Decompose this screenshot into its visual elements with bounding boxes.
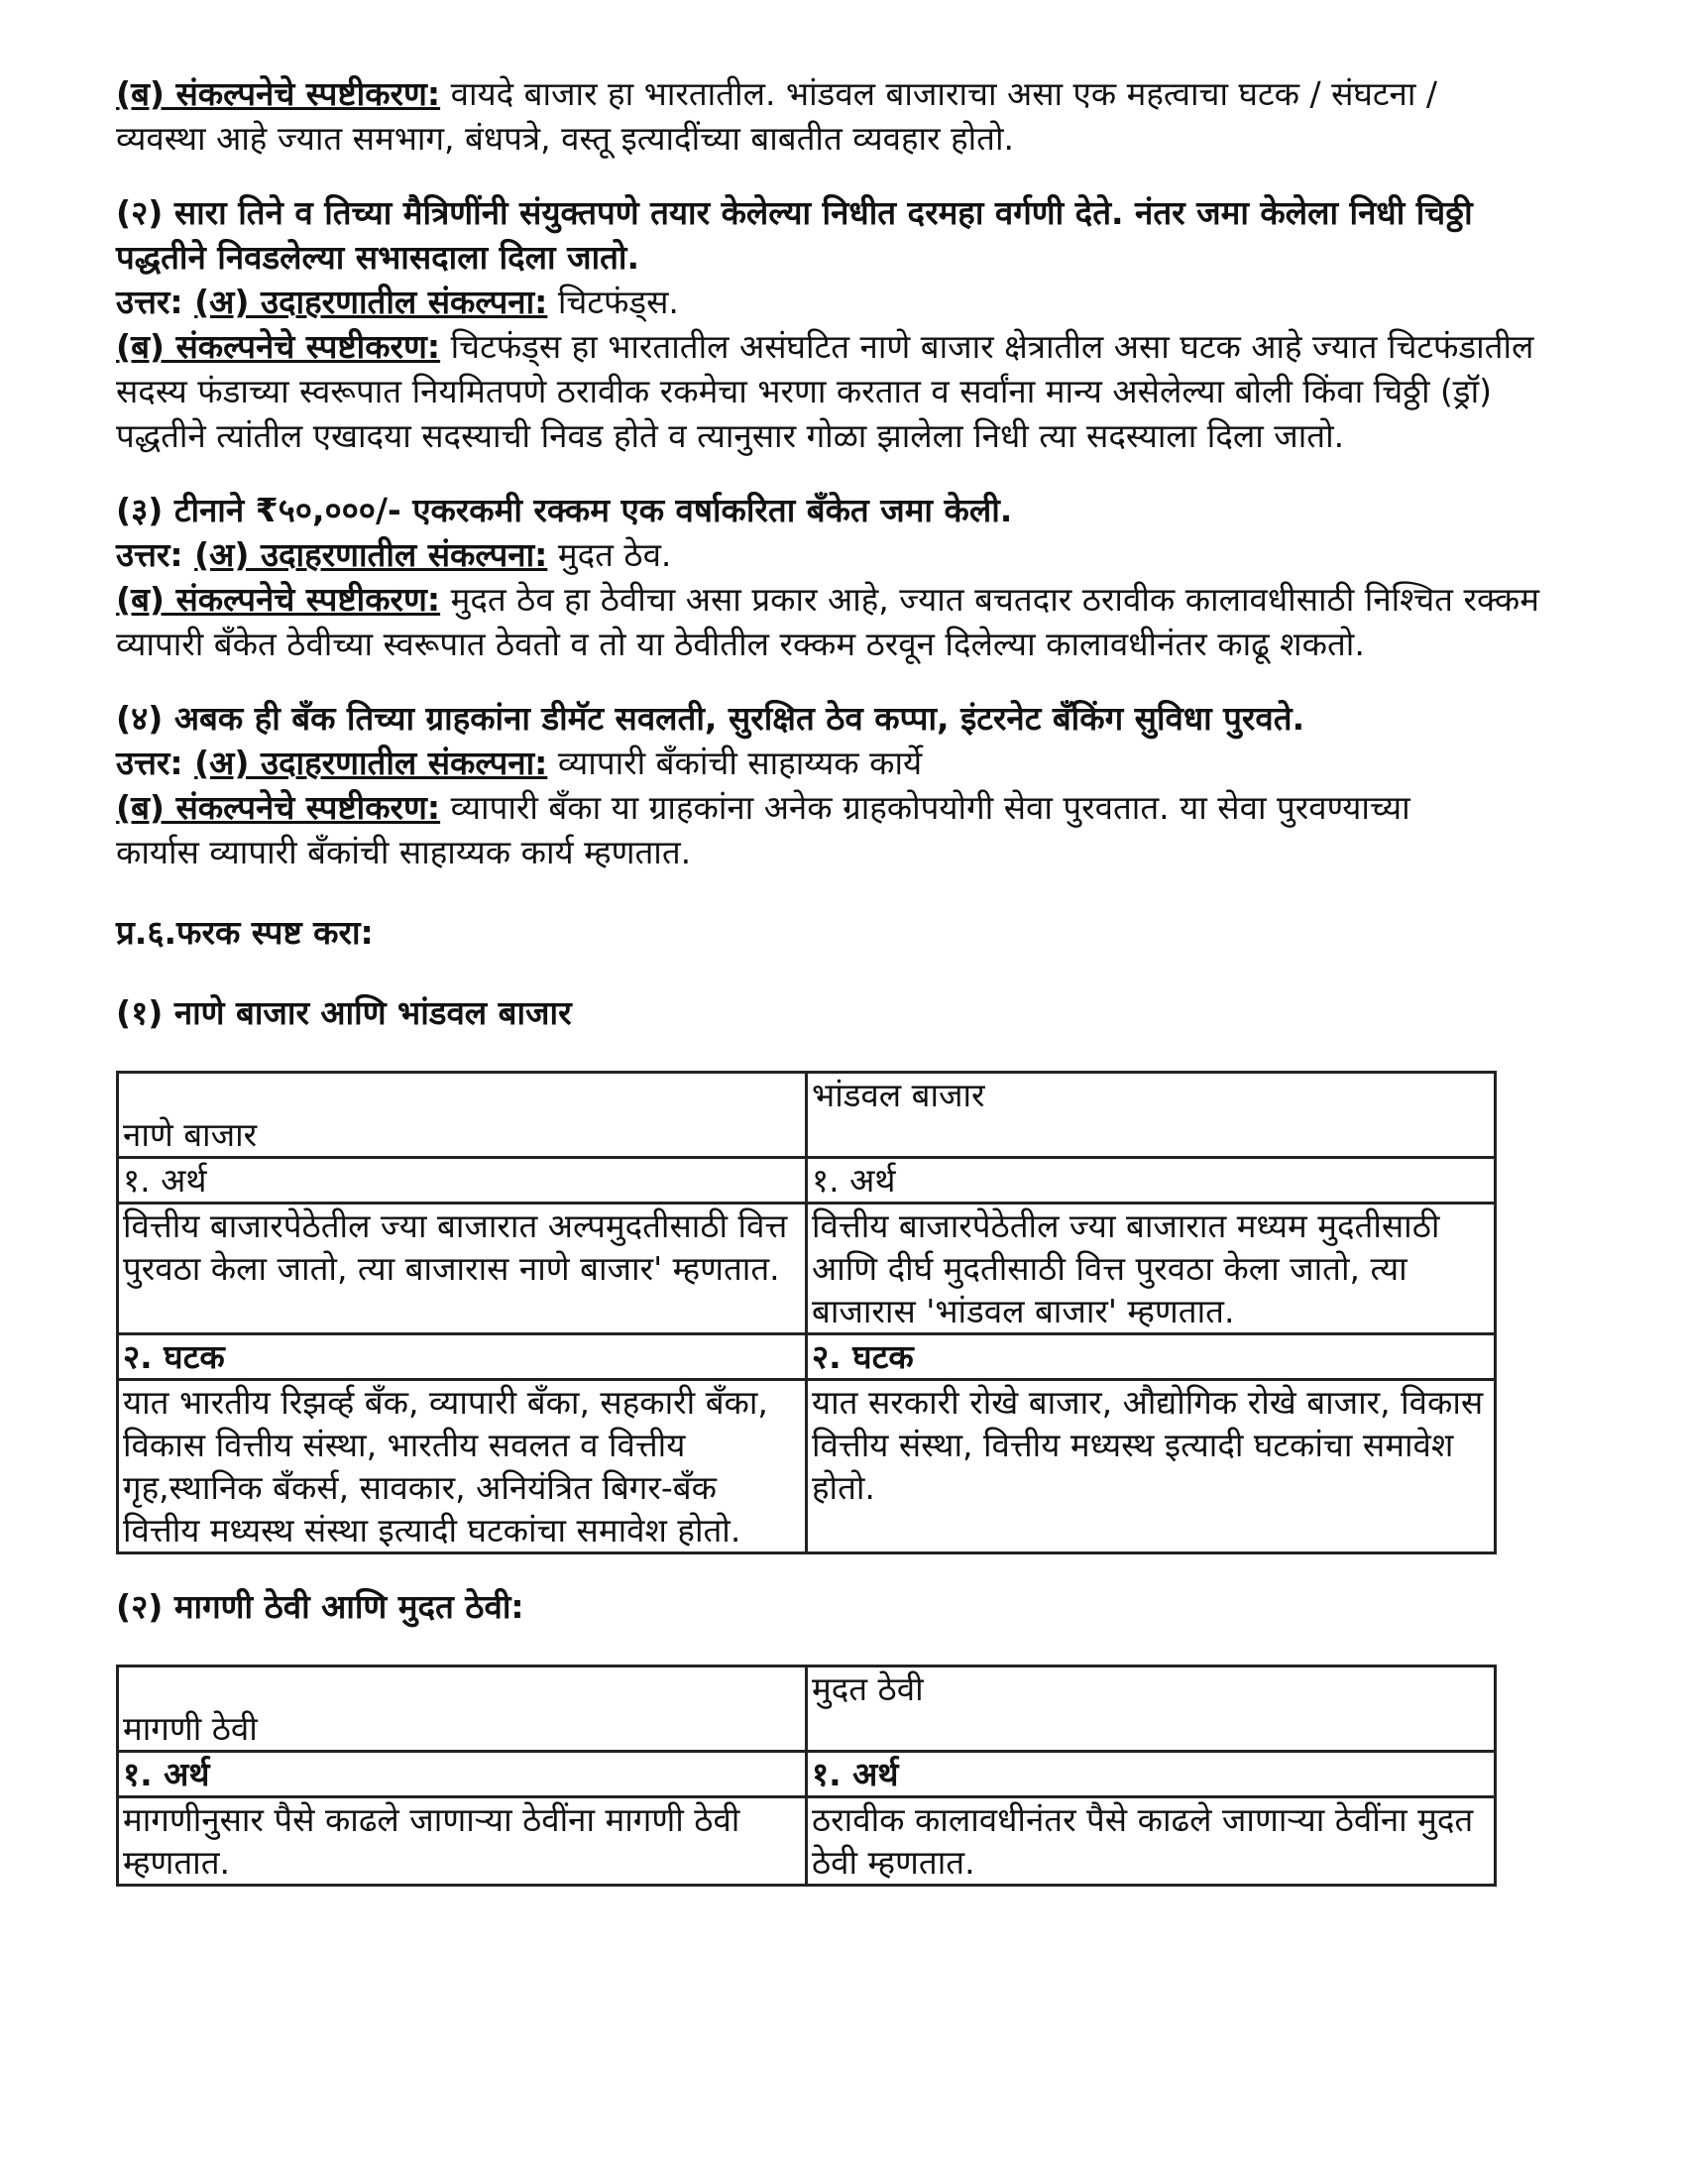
table-cell: यात सरकारी रोखे बाजार, औद्योगिक रोखे बाजार, विकास वित्तीय संस्था, वित्तीय मध्यस्थ इत्यादी घटकांचा समावेश होतो. (807, 1380, 1496, 1553)
q2-answer (116, 280, 1583, 324)
q1-b-label: (ब) संकल्पनेचे स्पष्टीकरण: (116, 74, 441, 113)
q2-b-label: (ब) संकल्पनेचे स्पष्टीकरण: (116, 327, 441, 366)
table-row (118, 1752, 1496, 1797)
q3-a-text: मुदत ठेव. (547, 535, 672, 574)
q4-answer-prefix: उत्तर: (116, 744, 195, 782)
table-row (118, 1380, 1496, 1553)
table-cell: १. अर्थ (118, 1752, 807, 1797)
q3-answer (116, 532, 1583, 577)
table-cell: यात भारतीय रिझर्व्ह बँक, व्यापारी बँका, सहकारी बँका, विकास वित्तीय संस्था, भारतीय सवलत व वित्तीय गृह,स्थानिक बँकर्स, सावकार, अनियंत्रित बिगर-बँक वित्तीय मध्यस्थ संस्था इत्यादी घटकांचा समावेश होतो. (118, 1380, 807, 1553)
q2-answer-prefix: उत्तर: (116, 283, 195, 321)
table-cell: १. अर्थ (807, 1752, 1496, 1797)
q6-heading: प्र.६.फरक स्पष्ट करा: (116, 913, 374, 952)
q2-explanation (116, 324, 1563, 458)
q2-a-label: (अ) उदाहरणातील संकल्पना: (194, 283, 548, 321)
table-cell: २. घटक (118, 1334, 807, 1380)
q3-a-label: (अ) उदाहरणातील संकल्पना: (194, 535, 548, 574)
q4-b-label: (ब) संकल्पनेचे स्पष्टीकरण: (116, 788, 441, 827)
table-cell: २. घटक (807, 1334, 1496, 1380)
q3-question: (३) टीनाने ₹५०,०००/- एकरकमी रक्कम एक वर्षाकरिता बँकेत जमा केली. (116, 491, 1013, 529)
table1-head-left: नाणे बाजार (118, 1073, 807, 1158)
q3-b-text: मुदत ठेव हा ठेवीचा असा प्रकार आहे, ज्यात बचतदार ठरावीक कालावधीसाठी निश्चित रक्कम व्यापारी बँकेत ठेवीच्या स्वरूपात ठेवतो व तो या ठेवीतील रक्कम ठरवून दिलेल्या कालावधीनंतर काढू शकतो. (116, 580, 1540, 663)
table-row (118, 1158, 1496, 1204)
table-row (118, 1334, 1496, 1380)
table-cell: वित्तीय बाजारपेठेतील ज्या बाजारात अल्पमुदतीसाठी वित्त पुरवठा केला जातो, त्या बाजारास नाणे बाजार' म्हणतात. (118, 1204, 807, 1334)
q1-explanation (116, 71, 1504, 161)
comparison-table-money-capital (116, 1071, 1497, 1554)
q4-explanation (116, 785, 1484, 874)
q2-a-text: चिटफंड्स. (547, 283, 679, 321)
q4-a-text: व्यापारी बँकांची साहाय्यक कार्ये (547, 744, 923, 782)
document-page (116, 71, 1583, 1887)
table2-title: (२) मागणी ठेवी आणि मुदत ठेवी: (116, 1587, 524, 1626)
q3-b-label: (ब) संकल्पनेचे स्पष्टीकरण: (116, 580, 441, 619)
q2-question: (२) सारा तिने व तिच्या मैत्रिणींनी संयुक्तपणे तयार केलेल्या निधीत दरमहा वर्गणी देते. नंतर जमा केलेला निधी चिठ्ठी पद्धतीने निवडलेल्या सभासदाला दिला जातो. (116, 193, 1473, 277)
q4-a-label: (अ) उदाहरणातील संकल्पना: (194, 744, 548, 782)
q2-b-text: चिटफंड्स हा भारतातील असंघटित नाणे बाजार क्षेत्रातील असा घटक आहे ज्यात चिटफंडातील सदस्य फंडाच्या स्वरूपात नियमितपणे ठरावीक रकमेचा भरणा करतात व सर्वांना मान्य असेलेल्या बोली किंवा चिठ्ठी (ड्रॉ) पद्धतीने त्यांतील एखादया सदस्याची निवड होते व त्यानुसार गोळा झालेला निधी त्या सदस्याला दिला जातो. (116, 327, 1534, 455)
q3-answer-prefix: उत्तर: (116, 535, 195, 574)
table2-head-right: मुदत ठेवी (807, 1667, 1496, 1752)
comparison-table-deposits (116, 1665, 1497, 1887)
q1-b-text: वायदे बाजार हा भारतातील. भांडवल बाजाराचा असा एक महत्वाचा घटक / संघटना /व्यवस्था आहे ज्यात समभाग, बंधपत्रे, वस्तू इत्यादींच्या बाबतीत व्यवहार होतो. (116, 74, 1438, 158)
table1-head-right: भांडवल बाजार (807, 1073, 1496, 1158)
table-row (118, 1073, 1496, 1158)
table-row (118, 1204, 1496, 1334)
table-row (118, 1667, 1496, 1752)
table1-title: (१) नाणे बाजार आणि भांडवल बाजार (116, 993, 572, 1032)
table-cell: वित्तीय बाजारपेठेतील ज्या बाजारात मध्यम मुदतीसाठी आणि दीर्घ मुदतीसाठी वित्त पुरवठा केला जातो, त्या बाजारास 'भांडवल बाजार' म्हणतात. (807, 1204, 1496, 1334)
q4-answer (116, 741, 1583, 785)
table-cell: १. अर्थ (807, 1158, 1496, 1204)
table-cell: मागणीनुसार पैसे काढले जाणाऱ्या ठेवींना मागणी ठेवी म्हणतात. (118, 1797, 807, 1886)
q3-explanation (116, 577, 1543, 666)
table-row (118, 1797, 1496, 1886)
table-cell: ठरावीक कालावधीनंतर पैसे काढले जाणाऱ्या ठेवींना मुदत ठेवी म्हणतात. (807, 1797, 1496, 1886)
q4-question: (४) अबक ही बँक तिच्या ग्राहकांना डीमॅट सवलती, सुरक्षित ठेव कप्पा, इंटरनेट बँकिंग सुविधा पुरवते. (116, 699, 1305, 738)
q4-b-text: व्यापारी बँका या ग्राहकांना अनेक ग्राहकोपयोगी सेवा पुरवतात. या सेवा पुरवण्याच्या कार्यास व्यापारी बँकांची साहाय्यक कार्य म्हणतात. (116, 788, 1410, 871)
table-cell: १. अर्थ (118, 1158, 807, 1204)
table2-head-left: मागणी ठेवी (118, 1667, 807, 1752)
